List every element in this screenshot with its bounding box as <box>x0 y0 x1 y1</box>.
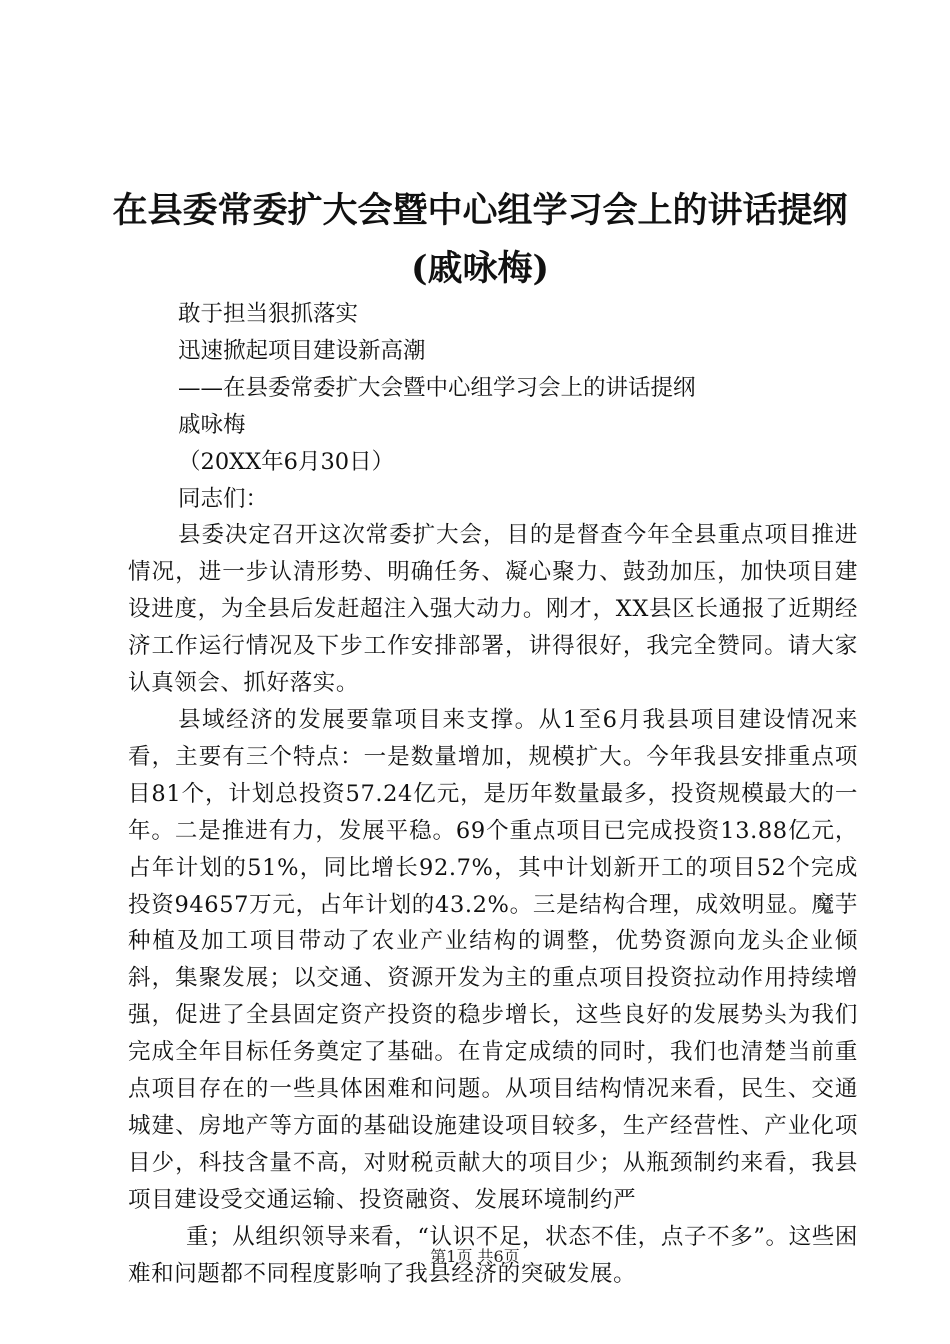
subtitle-line-3: ——在县委常委扩大会暨中心组学习会上的讲话提纲 <box>178 374 696 401</box>
author-line: 戚咏梅 <box>178 411 246 438</box>
page-footer: 第1页 共6页 <box>430 1247 520 1266</box>
date-line: （20XX年6月30日） <box>178 448 395 475</box>
document-body <box>128 296 858 1292</box>
document-title: 在县委常委扩大会暨中心组学习会上的讲话提纲(戚咏梅) <box>112 190 848 289</box>
paragraph-2: 县域经济的发展要靠项目来支撑。从1至6月我县项目建设情况来看，主要有三个特点：一是数量增加，规模扩大。今年我县安排重点项目81个，计划总投资57.24亿元，是历年数量最多，投资规模最大的一年。二是推进有力，发展平稳。69个重点项目已完成投资13.88亿元，占年计划的51%，同比增长92.7%，其中计划新开工的项目52个完成投资94657万元，占年计划的43.2%。三是结构合理，成效明显。魔芋种植及加工项目带动了农业产业结构的调整，优势资源向龙头企业倾斜，集聚发展；以交通、资源开发为主的重点项目投资拉动作用持续增强，促进了全县固定资产投资的稳步增长，这些良好的发展势头为我们完成全年目标任务奠定了基础。在肯定成绩的同时，我们也清楚当前重点项目存在的一些具体困难和问题。从项目结构情况来看，民生、交通城建、房地产等方面的基础设施建设项目较多，生产经营性、产业化项目少，科技含量不高，对财税贡献大的项目少；从瓶颈制约来看，我县项目建设受交通运输、投资融资、发展环境制约严 <box>128 706 858 1213</box>
paragraph-1: 县委决定召开这次常委扩大会，目的是督查今年全县重点项目推进情况，进一步认清形势、明确任务、凝心聚力、鼓劲加压，加快项目建设进度，为全县后发赶超注入强大动力。刚才，XX县区长通报了近期经济工作运行情况及下步工作安排部署，讲得很好，我完全赞同。请大家认真领会、抓好落实。 <box>128 522 858 697</box>
subtitle-line-1: 敢于担当狠抓落实 <box>178 301 359 327</box>
salutation-line: 同志们： <box>178 485 269 512</box>
paragraph-3: 重；从组织领导来看，“认识不足，状态不佳，点子不多”。这些困难和问题都不同程度影响了我县经济的突破发展。 <box>128 1223 858 1287</box>
subtitle-line-2: 迅速掀起项目建设新高潮 <box>178 337 426 364</box>
